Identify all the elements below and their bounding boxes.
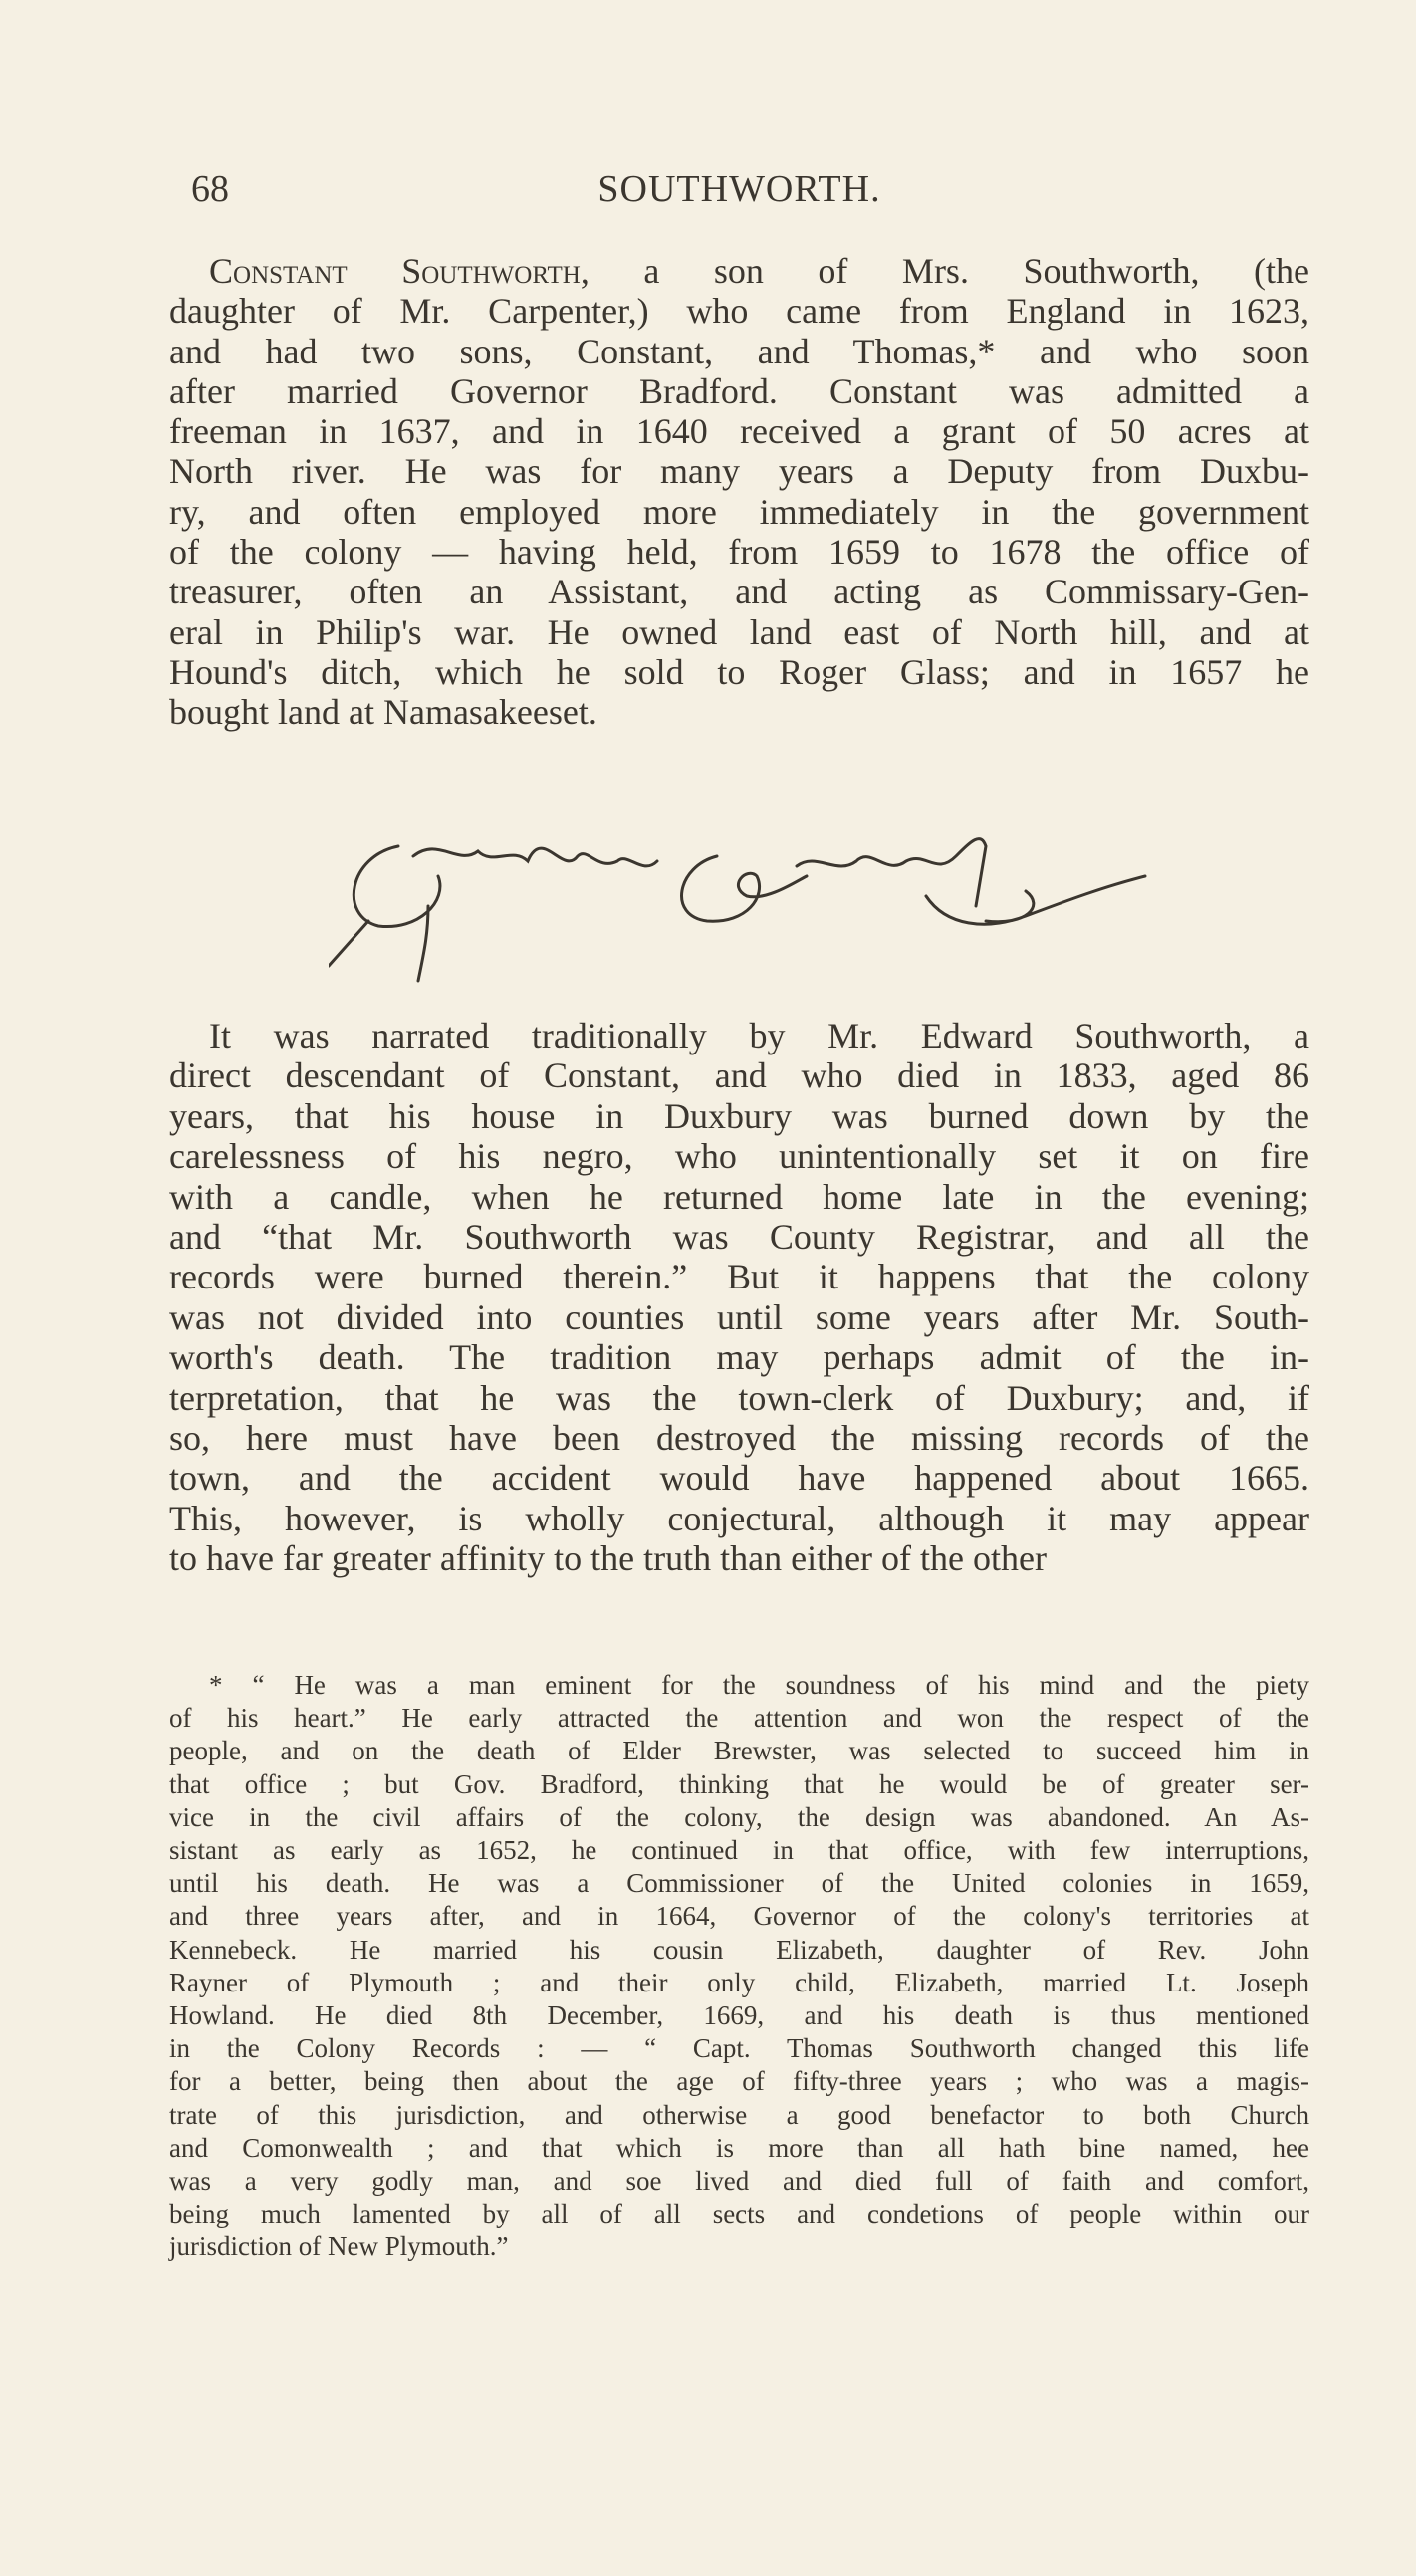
text-line: worth's death. The tradition may perhaps admit of the in-	[169, 1337, 1309, 1378]
text-line: after married Governor Bradford. Constant was admitted a	[169, 370, 1309, 411]
text-line: for a better, being then about the age of fifty-three years ; who was a magis-	[169, 2066, 1309, 2097]
paragraph-constant-southworth	[169, 251, 1309, 733]
text-line: until his death. He was a Commissioner of the United colonies in 1659,	[169, 1868, 1309, 1899]
text-line: terpretation, that he was the town-clerk of Duxbury; and, if	[169, 1377, 1309, 1418]
text-line: trate of this jurisdiction, and otherwise a good benefactor to both Church	[169, 2099, 1309, 2130]
text-line: carelessness of his negro, who unintentionally set it on fire	[169, 1136, 1309, 1177]
text-line: and “that Mr. Southworth was County Registrar, and all the	[169, 1217, 1309, 1258]
signature-stroke	[682, 856, 807, 921]
text-line: Howland. He died 8th December, 1669, and his death is thus mentioned	[169, 2000, 1309, 2031]
text-line: of his heart.” He early attracted the attention and won the respect of the	[169, 1703, 1309, 1734]
text-line: in the Colony Records : — “ Capt. Thomas Southworth changed this life	[169, 2033, 1309, 2064]
running-header	[169, 167, 1309, 217]
text-line: years, that his house in Duxbury was burned down by the	[169, 1095, 1309, 1136]
text-line: It was narrated traditionally by Mr. Edward Southworth, a	[209, 1016, 1309, 1055]
text-line: bought land at Namasakeeset.	[169, 692, 597, 733]
signature-stroke	[926, 876, 1145, 924]
text-line: to have far greater affinity to the truth than either of the other	[169, 1538, 1047, 1579]
text-line: Hound's ditch, which he sold to Roger Glass; and in 1657 he	[169, 651, 1309, 692]
signature-stroke	[413, 848, 657, 866]
text-line: town, and the accident would have happened about 1665.	[169, 1458, 1309, 1499]
text-line: so, here must have been destroyed the missing records of the	[169, 1418, 1309, 1459]
text-line: sistant as early as 1652, he continued in that office, with few interruptions,	[169, 1835, 1309, 1866]
page-number: 68	[191, 168, 229, 210]
text-line: Kennebeck. He married his cousin Elizabeth, daughter of Rev. John	[169, 1934, 1309, 1965]
text-line: was not divided into counties until some years after Mr. South-	[169, 1296, 1309, 1337]
text-line: Rayner of Plymouth ; and their only child, Elizabeth, married Lt. Joseph	[169, 1967, 1309, 1997]
text-line: eral in Philip's war. He owned land east of North hill, and at	[169, 611, 1309, 652]
text-line-rest: , a son of Mrs. Southworth, (the	[580, 251, 1309, 291]
text-line: This, however, is wholly conjectural, although it may appear	[169, 1498, 1309, 1538]
running-title: SOUTHWORTH.	[597, 168, 881, 210]
text-line: that office ; but Gov. Bradford, thinking that he would be of greater ser-	[169, 1768, 1309, 1799]
text-line: was a very godly man, and soe lived and died full of faith and comfort,	[169, 2166, 1309, 2197]
text-line: being much lamented by all of all sects and condetions of people within our	[169, 2199, 1309, 2229]
footnote	[169, 1669, 1309, 2264]
text-line: daughter of Mr. Carpenter,) who came from England in 1623,	[169, 291, 1309, 332]
text-line: people, and on the death of Elder Brewster, was selected to succeed him in	[169, 1736, 1309, 1766]
text-line: of the colony — having held, from 1659 to 1678 the office of	[169, 532, 1309, 573]
text-line: North river. He was for many years a Deputy from Duxbu-	[169, 451, 1309, 492]
paragraph-tradition	[169, 1016, 1309, 1579]
lead-name: Constant Southworth	[209, 251, 581, 291]
text-line: ry, and often employed more immediately in the government	[169, 491, 1309, 532]
text-line	[169, 251, 1309, 291]
signature-image	[329, 807, 1155, 986]
text-line: and Comonwealth ; and that which is more than all hath bine named, hee	[169, 2132, 1309, 2163]
text-line: direct descendant of Constant, and who died in 1833, aged 86	[169, 1055, 1309, 1096]
text-line: freeman in 1637, and in 1640 received a grant of 50 acres at	[169, 411, 1309, 452]
text-line: records were burned therein.” But it happens that the colony	[169, 1257, 1309, 1297]
text-line: with a candle, when he returned home late in the evening;	[169, 1176, 1309, 1217]
signature-stroke	[329, 846, 440, 981]
text-line: and had two sons, Constant, and Thomas,* and who soon	[169, 331, 1309, 371]
signature-stroke	[797, 839, 986, 906]
text-line: * “ He was a man eminent for the soundness of his mind and the piety	[209, 1670, 1309, 1700]
text-line: jurisdiction of New Plymouth.”	[169, 2231, 509, 2262]
text-line: vice in the civil affairs of the colony, the design was abandoned. An As-	[169, 1801, 1309, 1832]
text-line: treasurer, often an Assistant, and acting as Commissary-Gen-	[169, 572, 1309, 612]
text-line: and three years after, and in 1664, Governor of the colony's territories at	[169, 1901, 1309, 1932]
